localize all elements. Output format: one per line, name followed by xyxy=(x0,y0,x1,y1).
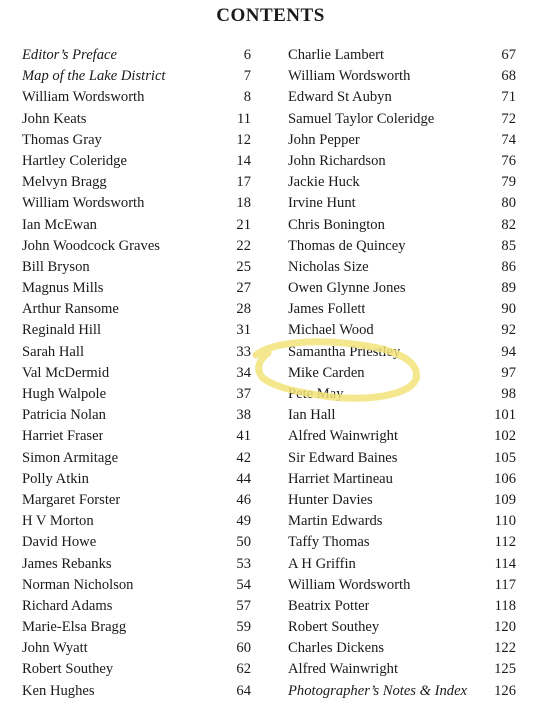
entry-title: Alfred Wainwright xyxy=(288,661,399,678)
contents-entry xyxy=(22,575,251,596)
entry-page-number: 25 xyxy=(236,258,251,275)
entry-page-number: 17 xyxy=(236,174,251,191)
entry-title: John Pepper xyxy=(288,131,360,148)
entry-title: Charles Dickens xyxy=(288,640,385,657)
contents-entry xyxy=(22,109,251,130)
entry-page-number: 34 xyxy=(236,364,251,381)
entry-title: Richard Adams xyxy=(22,597,113,614)
entry-title: Polly Atkin xyxy=(22,470,89,487)
contents-entry xyxy=(22,681,251,702)
entry-title: Sir Edward Baines xyxy=(288,449,398,466)
entry-page-number: 7 xyxy=(243,68,251,85)
entry-title: Chris Bonington xyxy=(288,216,385,233)
contents-entry xyxy=(288,257,516,278)
entry-page-number: 22 xyxy=(236,237,251,254)
entry-title: Ian McEwan xyxy=(22,216,97,233)
contents-entry xyxy=(22,45,251,66)
entry-page-number: 37 xyxy=(236,386,251,402)
contents-entry xyxy=(288,681,516,702)
entry-title: Ken Hughes xyxy=(22,682,95,699)
contents-entry xyxy=(22,363,251,384)
contents-entry xyxy=(22,511,251,532)
entry-page-number: 21 xyxy=(236,216,251,233)
contents-entry xyxy=(288,236,516,257)
entry-title: Charlie Lambert xyxy=(288,47,385,63)
entry-title: Irvine Hunt xyxy=(288,195,356,212)
entry-page-number: 72 xyxy=(501,110,516,127)
contents-entry xyxy=(288,596,516,617)
entry-page-number: 42 xyxy=(236,449,251,466)
entry-page-number: 50 xyxy=(236,534,251,551)
entry-page-number: 33 xyxy=(236,343,251,360)
entry-title: Thomas de Quincey xyxy=(288,237,406,254)
entry-page-number: 14 xyxy=(236,152,251,169)
contents-entry xyxy=(22,554,251,575)
entry-title: Sarah Hall xyxy=(22,343,85,360)
entry-page-number: 64 xyxy=(236,682,251,699)
entry-title: David Howe xyxy=(22,534,97,551)
entry-page-number: 76 xyxy=(501,152,516,169)
contents-entry xyxy=(288,659,516,680)
entry-title: Owen Glynne Jones xyxy=(288,280,406,297)
entry-page-number: 11 xyxy=(236,110,251,127)
contents-entry xyxy=(288,469,516,490)
contents-entry xyxy=(288,151,516,172)
entry-title: Photographer’s Notes & Index xyxy=(288,682,468,699)
entry-title: Mike Carden xyxy=(288,364,365,381)
contents-entry xyxy=(288,448,516,469)
page-title: CONTENTS xyxy=(216,5,325,26)
entry-title: Beatrix Potter xyxy=(288,597,370,614)
entry-title: A H Griffin xyxy=(288,555,356,572)
entry-title: Reginald Hill xyxy=(22,322,102,339)
entry-page-number: 46 xyxy=(236,491,251,508)
entry-page-number: 90 xyxy=(501,301,516,318)
entry-page-number: 49 xyxy=(236,513,251,530)
contents-entry xyxy=(22,172,251,193)
entry-title: John Woodcock Graves xyxy=(22,237,160,254)
contents-entry xyxy=(22,426,251,447)
entry-page-number: 98 xyxy=(501,386,516,402)
entry-page-number: 68 xyxy=(501,68,516,85)
contents-column-left xyxy=(22,45,251,702)
entry-page-number: 44 xyxy=(236,470,251,487)
entry-title: Hunter Davies xyxy=(288,491,373,508)
entry-page-number: 109 xyxy=(494,491,516,508)
entry-page-number: 6 xyxy=(243,47,251,63)
contents-entry xyxy=(288,575,516,596)
contents-entry xyxy=(22,448,251,469)
entry-title: Simon Armitage xyxy=(22,449,119,466)
entry-title: Norman Nicholson xyxy=(22,576,134,593)
entry-page-number: 60 xyxy=(236,640,251,657)
entry-page-number: 125 xyxy=(494,661,516,678)
contents-entry xyxy=(22,236,251,257)
contents-entry xyxy=(288,299,516,320)
entry-title: Margaret Forster xyxy=(22,491,121,508)
entry-page-number: 114 xyxy=(494,555,516,572)
contents-entry xyxy=(22,215,251,236)
entry-page-number: 74 xyxy=(501,131,516,148)
contents-entry xyxy=(288,45,516,66)
entry-title: Samuel Taylor Coleridge xyxy=(288,110,435,127)
entry-page-number: 97 xyxy=(501,364,516,381)
entry-title: Editor’s Preface xyxy=(22,47,117,63)
entry-page-number: 118 xyxy=(494,597,516,614)
entry-page-number: 57 xyxy=(236,597,251,614)
entry-title: Ian Hall xyxy=(288,407,336,424)
contents-column-right xyxy=(288,45,516,702)
entry-page-number: 67 xyxy=(501,47,516,63)
entry-page-number: 12 xyxy=(236,131,251,148)
entry-title: Magnus Mills xyxy=(22,280,104,297)
entry-page-number: 79 xyxy=(501,174,516,191)
entry-title: Hartley Coleridge xyxy=(22,152,127,169)
entry-page-number: 85 xyxy=(501,237,516,254)
contents-entry xyxy=(22,278,251,299)
entry-title: William Wordsworth xyxy=(288,68,411,85)
contents-entry xyxy=(288,384,516,405)
entry-title: Marie-Elsa Bragg xyxy=(22,619,127,636)
entry-title: John Wyatt xyxy=(22,640,88,657)
entry-page-number: 122 xyxy=(494,640,516,657)
entry-title: Bill Bryson xyxy=(22,258,90,275)
entry-title: William Wordsworth xyxy=(22,89,145,106)
entry-title: Robert Southey xyxy=(22,661,114,678)
contents-entry xyxy=(288,554,516,575)
entry-page-number: 101 xyxy=(494,407,516,424)
contents-entry xyxy=(22,532,251,553)
entry-title: Robert Southey xyxy=(288,619,380,636)
contents-entry xyxy=(288,109,516,130)
contents-entry xyxy=(22,384,251,405)
contents-entry xyxy=(288,511,516,532)
entry-title: Martin Edwards xyxy=(288,513,383,530)
entry-page-number: 82 xyxy=(501,216,516,233)
contents-entry xyxy=(22,405,251,426)
contents-entry xyxy=(288,363,516,384)
entry-page-number: 106 xyxy=(494,470,516,487)
entry-title: Hugh Walpole xyxy=(22,386,107,402)
entry-page-number: 86 xyxy=(501,258,516,275)
entry-title: Michael Wood xyxy=(288,322,374,339)
contents-entry xyxy=(22,193,251,214)
contents-entry xyxy=(22,257,251,278)
entry-title: William Wordsworth xyxy=(22,195,145,212)
contents-entry xyxy=(288,87,516,108)
entry-page-number: 126 xyxy=(494,682,516,699)
entry-page-number: 92 xyxy=(501,322,516,339)
contents-entry xyxy=(22,66,251,87)
entry-page-number: 18 xyxy=(236,195,251,212)
entry-page-number: 38 xyxy=(236,407,251,424)
contents-entry xyxy=(288,130,516,151)
entry-page-number: 28 xyxy=(236,301,251,318)
contents-entry xyxy=(288,405,516,426)
entry-page-number: 59 xyxy=(236,619,251,636)
entry-title: Harriet Martineau xyxy=(288,470,393,487)
entry-title: James Rebanks xyxy=(22,555,112,572)
entry-title: Jackie Huck xyxy=(288,174,360,191)
contents-entry xyxy=(22,659,251,680)
contents-entry xyxy=(288,490,516,511)
contents-entry xyxy=(22,130,251,151)
entry-title: Thomas Gray xyxy=(22,131,102,148)
entry-title: Taffy Thomas xyxy=(288,534,370,551)
entry-title: Pete May xyxy=(288,386,344,402)
entry-page-number: 120 xyxy=(494,619,516,636)
contents-entry xyxy=(22,638,251,659)
contents-entry xyxy=(22,617,251,638)
entry-page-number: 71 xyxy=(501,89,516,106)
contents-entry xyxy=(22,469,251,490)
entry-page-number: 105 xyxy=(494,449,516,466)
entry-page-number: 31 xyxy=(236,322,251,339)
entry-title: Map of the Lake District xyxy=(22,68,166,85)
entry-page-number: 94 xyxy=(501,343,516,360)
entry-title: John Keats xyxy=(22,110,87,127)
entry-page-number: 80 xyxy=(501,195,516,212)
contents-entry xyxy=(288,426,516,447)
entry-title: James Follett xyxy=(288,301,366,318)
contents-entry xyxy=(288,215,516,236)
contents-entry xyxy=(288,617,516,638)
contents-entry xyxy=(22,87,251,108)
contents-entry xyxy=(22,299,251,320)
contents-entry xyxy=(288,320,516,341)
entry-title: Alfred Wainwright xyxy=(288,428,399,445)
contents-entry xyxy=(22,342,251,363)
entry-title: Nicholas Size xyxy=(288,258,369,275)
entry-title: Harriet Fraser xyxy=(22,428,104,445)
entry-page-number: 102 xyxy=(494,428,516,445)
contents-entry xyxy=(288,532,516,553)
contents-entry xyxy=(288,193,516,214)
entry-page-number: 27 xyxy=(236,280,251,297)
contents-entry xyxy=(288,638,516,659)
entry-page-number: 89 xyxy=(501,280,516,297)
entry-title: William Wordsworth xyxy=(288,576,411,593)
contents-entry xyxy=(288,278,516,299)
contents-entry xyxy=(22,151,251,172)
entry-title: Melvyn Bragg xyxy=(22,174,107,191)
entry-title: H V Morton xyxy=(22,513,94,530)
entry-page-number: 117 xyxy=(494,576,516,593)
contents-entry xyxy=(22,490,251,511)
entry-page-number: 110 xyxy=(494,513,516,530)
entry-title: John Richardson xyxy=(288,152,386,169)
entry-title: Val McDermid xyxy=(22,364,110,381)
contents-entry xyxy=(288,66,516,87)
entry-title: Patricia Nolan xyxy=(22,407,106,424)
entry-page-number: 53 xyxy=(236,555,251,572)
contents-entry xyxy=(288,172,516,193)
entry-page-number: 54 xyxy=(236,576,251,593)
contents-entry xyxy=(288,342,516,363)
contents-entry xyxy=(22,596,251,617)
entry-title: Edward St Aubyn xyxy=(288,89,392,106)
entry-title: Arthur Ransome xyxy=(22,301,119,318)
entry-title: Samantha Priestley xyxy=(288,343,401,360)
entry-page-number: 62 xyxy=(236,661,251,678)
entry-page-number: 112 xyxy=(494,534,516,551)
entry-page-number: 8 xyxy=(243,89,251,106)
contents-entry xyxy=(22,320,251,341)
entry-page-number: 41 xyxy=(236,428,251,445)
